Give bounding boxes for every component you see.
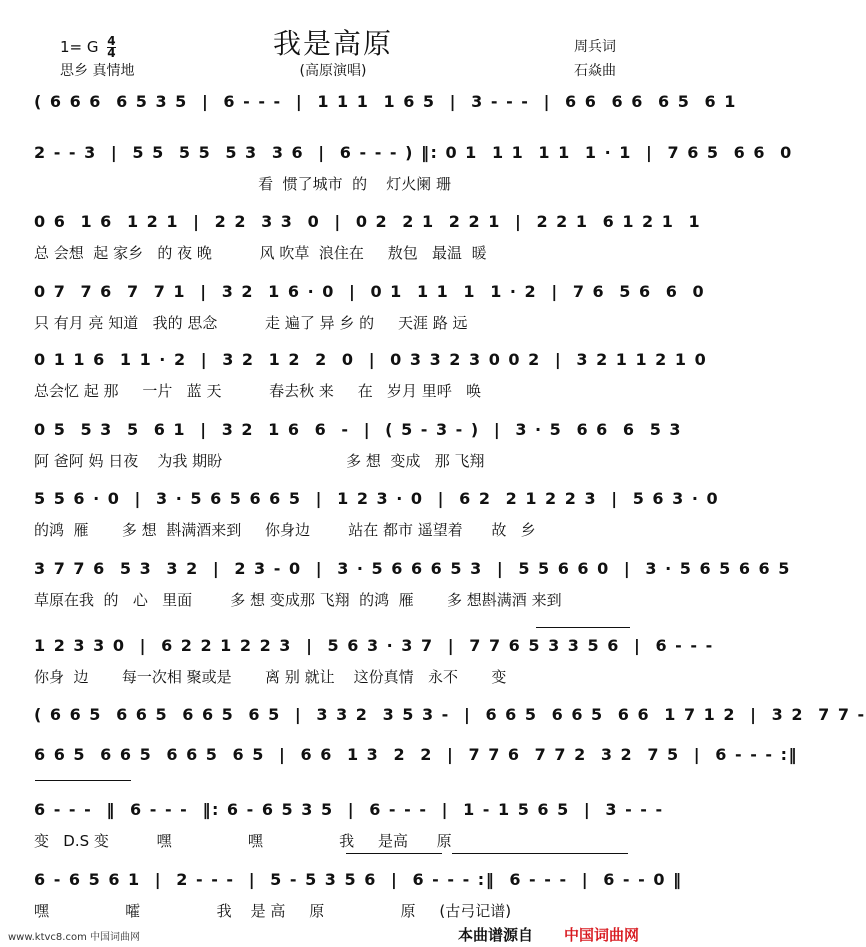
volta-bracket-2 [35,780,131,781]
performer-subtitle: (高原演唱) [299,63,367,79]
notation-line: 0 1 1 6 1 1 · 2 | 3 2 1 2 2 0 | 0 3 3 2 3 0 0 2 | 3 2 1 1 2 1 0 [34,350,708,369]
notation-line: ( 6 6 6 6 5 3 5 | 6 - - - | 1 1 1 1 6 5 | 3 - - - | 6 6 6 6 6 5 6 1 [34,92,737,111]
notation-line: 2 - - 3 | 5 5 5 5 5 3 3 6 | 6 - - - ) ‖: 0 1 1 1 1 1 1 · 1 | 7 6 5 6 6 0 [34,143,793,162]
composer-credit: 石焱曲 [574,63,616,79]
footer-url: www.ktvc8.com 中国词曲网 [8,932,141,943]
footer-source-label: 本曲谱源自 [458,926,534,944]
key-signature [60,36,116,59]
time-denominator: 4 [107,46,116,60]
lyric-line: 嘿 嚯 我 是 高 原 原 (古弓记谱) [34,902,512,920]
volta-bracket-4 [452,853,628,854]
notation-line: 0 6 1 6 1 2 1 | 2 2 3 3 0 | 0 2 2 1 2 2 1 | 2 2 1 6 1 2 1 1 [34,212,702,231]
lyricist-credit: 周兵词 [574,39,616,55]
notation-line: 5 5 6 · 0 | 3 · 5 6 5 6 6 5 | 1 2 3 · 0 | 6 2 2 1 2 2 3 | 5 6 3 · 0 [34,489,720,508]
lyric-line: 总会忆 起 那 一片 蓝 天 春去秋 来 在 岁月 里呼 唤 [34,382,482,400]
expression-note: 思乡 真情地 [60,63,135,79]
volta-bracket-3 [346,853,442,854]
notation-line: 6 - 6 5 6 1 | 2 - - - | 5 - 5 3 5 6 | 6 - - - :‖ 6 - - - | 6 - - 0 ‖ [34,870,683,889]
notation-line: 3 7 7 6 5 3 3 2 | 2 3 - 0 | 3 · 5 6 6 6 5 3 | 5 5 6 6 0 | 3 · 5 6 5 6 6 5 [34,559,791,578]
lyric-line: 总 会想 起 家乡 的 夜 晚 风 吹草 浪住在 敖包 最温 暖 [34,244,487,262]
time-signature [107,36,115,59]
volta-bracket-1 [536,627,630,628]
footer-brand-logo: 中国词曲网 [564,926,640,944]
notation-line: 0 5 5 3 5 6 1 | 3 2 1 6 6 - | ( 5 - 3 - ) | 3 · 5 6 6 6 5 3 [34,420,683,439]
lyric-line: 变 D.S 变 嘿 嘿 我 是高 原 [34,832,452,850]
song-title: 我是高原 [272,27,393,60]
time-numerator: 4 [107,34,116,48]
notation-line: 0 7 7 6 7 7 1 | 3 2 1 6 · 0 | 0 1 1 1 1 1 · 2 | 7 6 5 6 6 0 [34,282,706,301]
lyric-line: 草原在我 的 心 里面 多 想 变成那 飞翔 的鸿 雁 多 想斟满酒 来到 [34,591,562,609]
key-label: 1= G [60,38,99,56]
lyric-line: 看 惯了城市 的 灯火阑 珊 [34,175,452,193]
lyric-line: 你身 边 每一次相 聚或是 离 别 就让 这份真情 永不 变 [34,668,507,686]
notation-line: 6 - - - ‖ 6 - - - ‖: 6 - 6 5 3 5 | 6 - - - | 1 - 1 5 6 5 | 3 - - - [34,800,664,819]
lyric-line: 只 有月 亮 知道 我的 思念 走 遍了 异 乡 的 天涯 路 远 [34,314,468,332]
notation-line: ( 6 6 5 6 6 5 6 6 5 6 5 | 3 3 2 3 5 3 - | 6 6 5 6 6 5 6 6 1 7 1 2 | 3 2 7 7 - [34,705,866,724]
lyric-line [34,122,638,144]
lyric-line: 阿 爸阿 妈 日夜 为我 期盼 多 想 变成 那 飞翔 [34,452,485,470]
notation-line: 6 6 5 6 6 5 6 6 5 6 5 | 6 6 1 3 2 2 | 7 7 6 7 7 2 3 2 7 5 | 6 - - - :‖ [34,745,799,764]
notation-line: 1 2 3 3 0 | 6 2 2 1 2 2 3 | 5 6 3 · 3 7 | 7 7 6 5 3 3 5 6 | 6 - - - [34,636,714,655]
lyric-line: 的鸿 雁 多 想 斟满酒来到 你身边 站在 都市 遥望着 故 乡 [34,521,536,539]
